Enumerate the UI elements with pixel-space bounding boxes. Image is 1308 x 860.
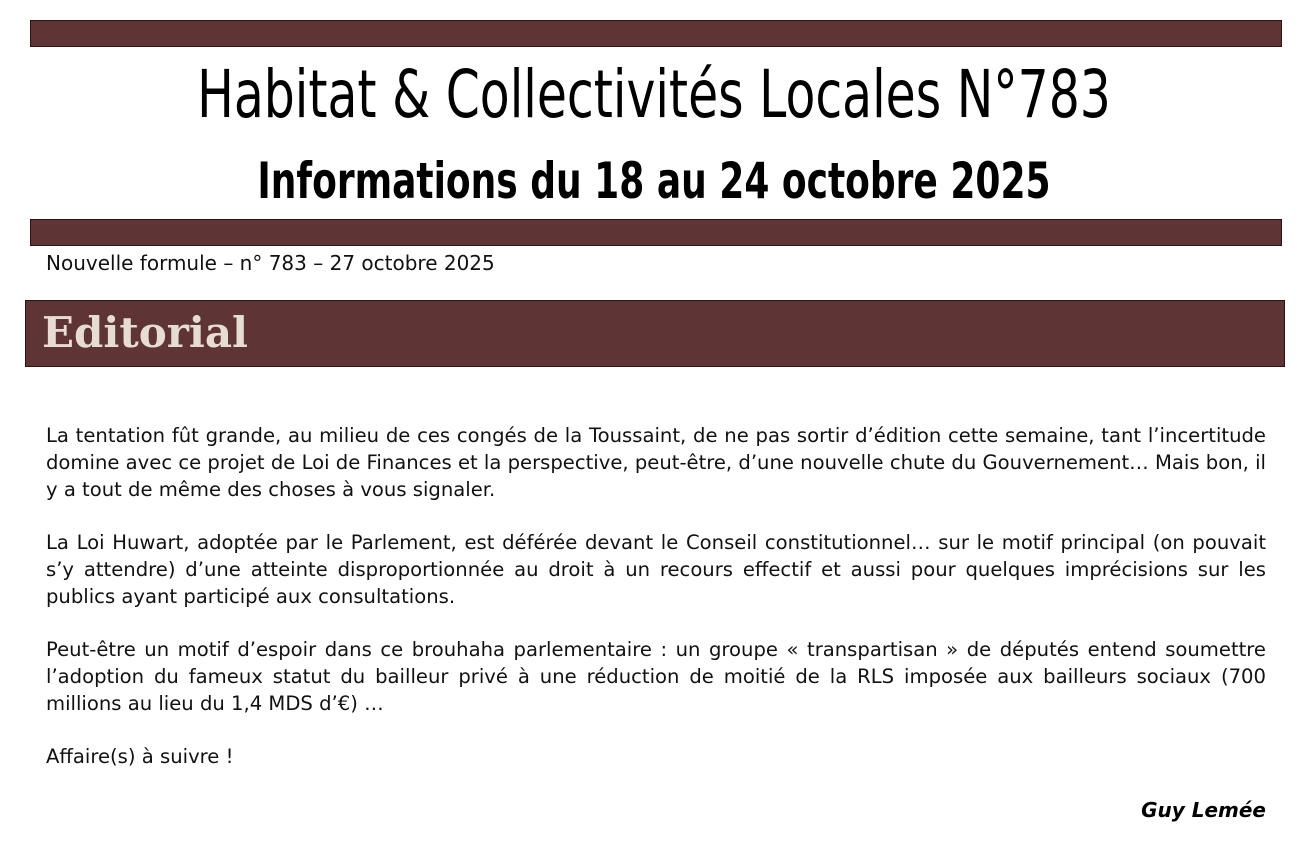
masthead-title: Habitat & Collectivités Locales N°783 bbox=[197, 56, 1111, 133]
editorial-body bbox=[46, 422, 1266, 796]
masthead-subtitle: Informations du 18 au 24 octobre 2025 bbox=[257, 152, 1051, 210]
section-banner bbox=[25, 300, 1285, 367]
editorial-paragraph: Affaire(s) à suivre ! bbox=[46, 745, 234, 768]
issue-line: Nouvelle formule – n° 783 – 27 octobre 2025 bbox=[46, 251, 495, 275]
author-signature: Guy Lemée bbox=[1141, 798, 1266, 822]
masthead-bottom-rule bbox=[30, 219, 1282, 246]
section-title: Editorial bbox=[42, 308, 249, 357]
masthead-top-rule bbox=[30, 20, 1282, 47]
editorial-paragraph: La tentation fût grande, au milieu de ces congés de la Toussaint, de ne pas sortir d’édition cette semaine, tant l’incertitude domine avec ce projet de Loi de Finances et la perspective, peut-être, d’une nouvelle chute du Gouvernement… Mais bon, il y a tout de même des choses à vous signaler. bbox=[46, 424, 1266, 501]
editorial-paragraph: La Loi Huwart, adoptée par le Parlement, est déférée devant le Conseil constitutionnel… sur le motif principal (on pouvait s’y attendre) d’une atteinte disproportionnée au droit à un recours effectif et aussi pour quelques imprécisions sur les publics ayant participé aux consultations. bbox=[46, 531, 1266, 608]
editorial-paragraph: Peut-être un motif d’espoir dans ce brouhaha parlementaire : un groupe « transpartisan » de députés entend soumettre l’adoption du fameux statut du bailleur privé à une réduction de moitié de la RLS imposée aux bailleurs sociaux (700 millions au lieu du 1,4 MDS d’€) … bbox=[46, 638, 1266, 715]
